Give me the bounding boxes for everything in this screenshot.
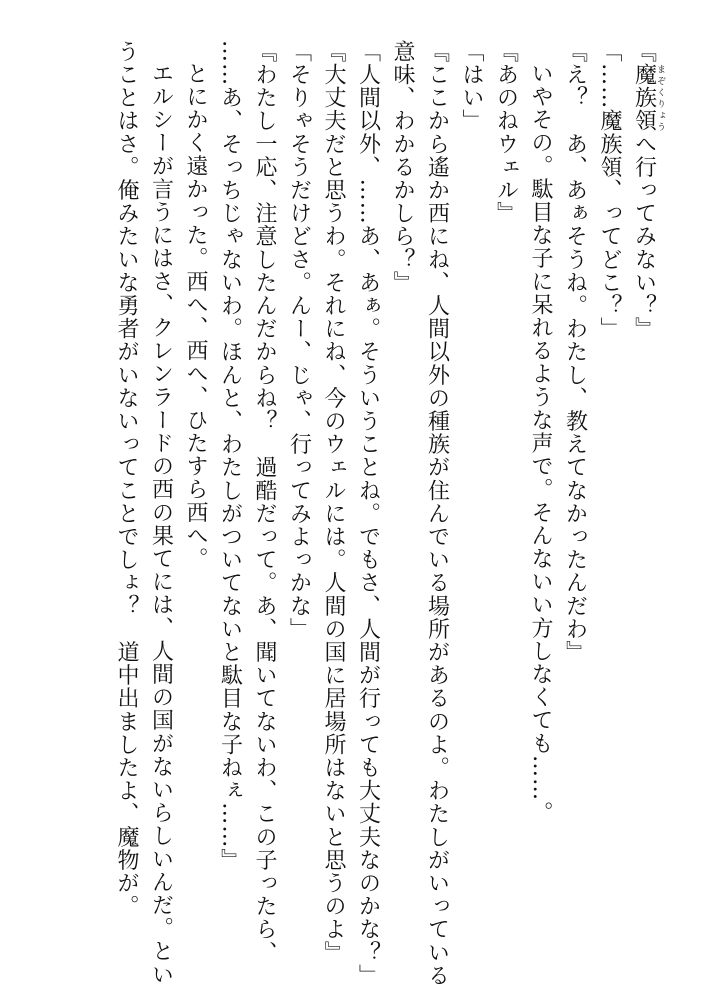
text-line-1-open-quote: 『 — [631, 40, 657, 64]
text-line-15: エルシーが言うにはさ、クレンラードの西の果てには、人間の国がないらしいんだ。とい — [148, 62, 174, 986]
text-line-11: 「そりゃそうだけどさ。んー、じゃ、行ってみよっかな」 — [286, 40, 312, 641]
text-line-6: 「はい」 — [459, 40, 484, 133]
ruby-base: 魔族領 — [631, 63, 657, 133]
text-line-14: とにかく遠かった。西へ、西へ、ひたすら西へ。 — [183, 62, 208, 571]
text-line-1 — [626, 40, 665, 985]
text-line-5: 『あのねウェル』 — [493, 40, 519, 225]
text-line-7: 『ここから遙か西にね、人間以外の種族が住んでいる場所があるのよ。わたしがいっている — [424, 40, 450, 988]
ruby-mazokuryou — [631, 63, 665, 133]
text-line-10: 『大丈夫だと思うわ。それにね、今のウェルには。人間の国に居場所はないと思うのよ』 — [321, 40, 346, 964]
ruby-reading: まぞくりょう — [655, 63, 665, 133]
text-line-2: 「……魔族領、ってどこ？」 — [597, 40, 622, 341]
text-line-13: ……あ、そっちじゃないわ。ほんと、わたしがついてないと駄目な子ねぇ……』 — [217, 40, 243, 872]
vertical-text-block — [109, 40, 666, 988]
text-line-3: 『え？ あ、あぁそうね。わたし、教えてなかったんだわ』 — [562, 40, 588, 664]
text-line-4: いやその。駄目な子に呆れるような声で。そんないい方しなくても……。 — [528, 62, 553, 825]
text-line-16: うことはさ。俺みたいな勇者がいないってことでしょ？ 道中出ましたよ、魔物が。 — [114, 40, 139, 918]
text-line-12: 『わたし一応、注意したんだからね？ 過酷だって。あ、聞いてないわ、この子ったら、 — [252, 40, 277, 964]
text-line-1-rest: へ行ってみない？』 — [631, 132, 657, 341]
text-line-8: 意味、わかるかしら？』 — [390, 40, 415, 295]
text-line-9: 「人間以外、……あ、あぁ。そういうことね。でもさ、人間が行っても大丈夫なのかな？」 — [355, 40, 381, 988]
